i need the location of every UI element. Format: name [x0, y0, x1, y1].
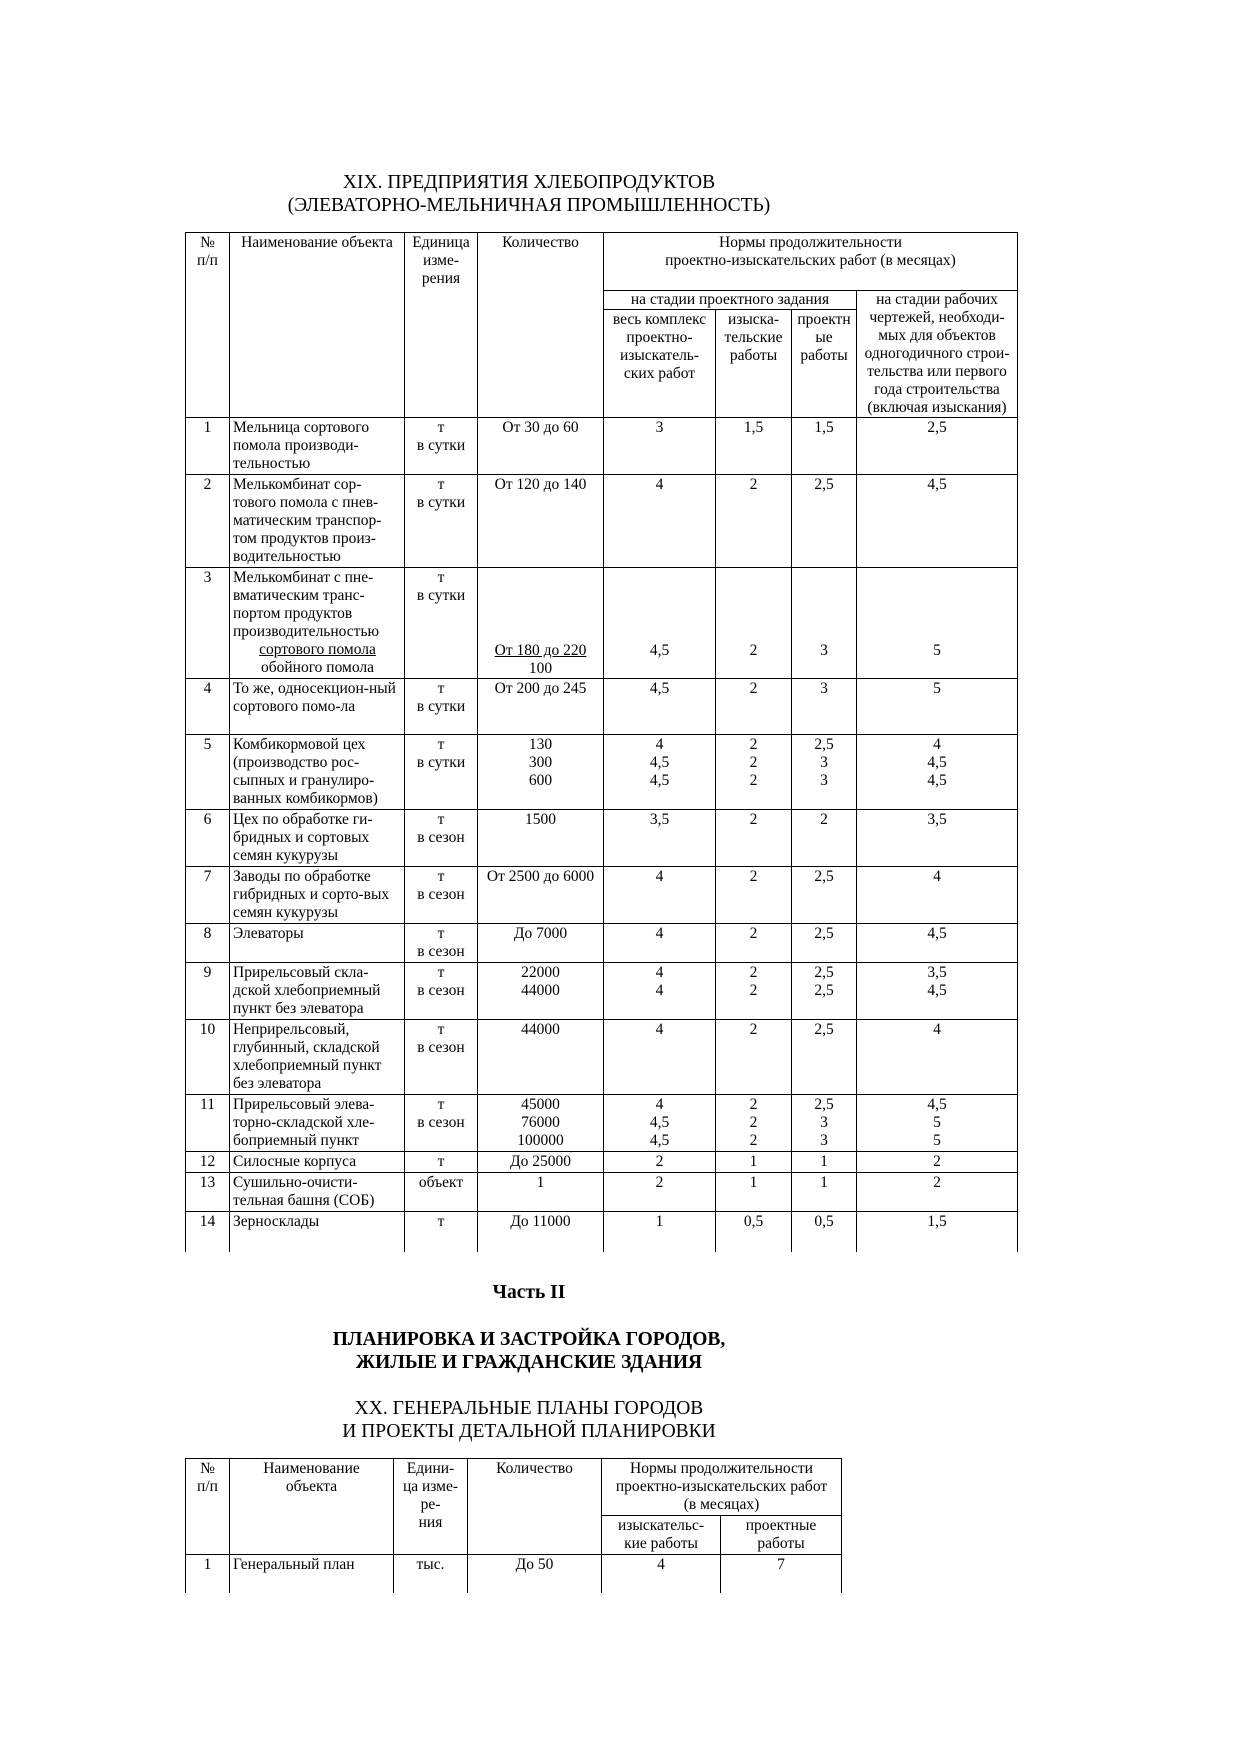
- cell-qty: До 11000: [478, 1212, 604, 1252]
- cell-num: 10: [186, 1020, 230, 1095]
- cell-name: Комбикормовой цех (производство рос-сыпных и гранулиро-ванных комбикормов): [230, 735, 405, 810]
- cell-num: 7: [186, 867, 230, 924]
- cell-num: 1: [186, 418, 230, 475]
- cell-name-text: Мелькомбинат с пне-вматическим транс-портом продуктов производительностью: [233, 569, 380, 640]
- cell-survey: 2 2: [716, 963, 792, 1020]
- cell-working: 2: [857, 1152, 1018, 1173]
- cell-name: Генеральный план: [230, 1555, 394, 1593]
- cell-num: 9: [186, 963, 230, 1020]
- cell-unit: т в сутки: [405, 418, 478, 475]
- cell-num: 14: [186, 1212, 230, 1252]
- part-2-title: ПЛАНИРОВКА И ЗАСТРОЙКА ГОРОДОВ, ЖИЛЫЕ И ГРАЖДАНСКИЕ ЗДАНИЯ: [332, 1329, 726, 1373]
- cell-qty: 45000 76000 100000: [478, 1095, 604, 1152]
- header-design: проектн ые работы: [792, 310, 857, 418]
- header-stage-project: на стадии проектного задания: [604, 291, 857, 310]
- cell-subname-1: сортового помола: [259, 641, 376, 658]
- table-grain-enterprises: [185, 232, 1018, 1252]
- cell-survey: 2: [716, 679, 792, 735]
- cell-qty: До 7000: [478, 924, 604, 963]
- cell-design: 3: [792, 679, 857, 735]
- cell-num: 3: [186, 568, 230, 679]
- cell-working: 4,5: [857, 475, 1018, 568]
- cell-name: То же, односекцион-ный сортового помо-ла: [230, 679, 405, 735]
- cell-unit: т в сутки: [405, 735, 478, 810]
- cell-design: 2,5: [792, 867, 857, 924]
- cell-design: 2: [792, 810, 857, 867]
- cell-unit: т в сезон: [405, 1095, 478, 1152]
- table-city-plans: [185, 1458, 842, 1593]
- table-row: [186, 475, 1018, 568]
- cell-survey: 2: [716, 1020, 792, 1095]
- table-row: [186, 1555, 842, 1593]
- cell-design: 1: [792, 1173, 857, 1212]
- section-19-title: XIX. ПРЕДПРИЯТИЯ ХЛЕБОПРОДУКТОВ (ЭЛЕВАТОРНО-МЕЛЬНИЧНАЯ ПРОМЫШЛЕННОСТЬ): [287, 172, 771, 216]
- cell-working: 2,5: [857, 418, 1018, 475]
- cell-name: Цех по обработке ги-бридных и сортовых семян кукурузы: [230, 810, 405, 867]
- cell-qty: До 50: [468, 1555, 602, 1593]
- header-norms: Нормы продолжительности проектно-изыскательских работ (в месяцах): [604, 233, 1018, 291]
- cell-design: 2,5 3 3: [792, 1095, 857, 1152]
- cell-qty: 1500: [478, 810, 604, 867]
- cell-survey: 2 2 2: [716, 735, 792, 810]
- cell-name: Неприрельсовый, глубинный, складской хлебоприемный пункт без элеватора: [230, 1020, 405, 1095]
- header-num: № п/п: [186, 1459, 230, 1555]
- cell-survey: 2: [716, 475, 792, 568]
- cell-design: 1,5: [792, 418, 857, 475]
- table-row: [186, 735, 1018, 810]
- cell-unit: т в сезон: [405, 963, 478, 1020]
- cell-complex: 4: [604, 924, 716, 963]
- cell-qty: До 25000: [478, 1152, 604, 1173]
- cell-design: 7: [721, 1555, 842, 1593]
- cell-complex: 4: [604, 1020, 716, 1095]
- cell-name: Мелькомбинат сор-тового помола с пнев-матическим транспор-том продуктов произ-водительностью: [230, 475, 405, 568]
- cell-unit: т: [405, 1152, 478, 1173]
- cell-survey: 2: [716, 568, 792, 679]
- cell-qty: 22000 44000: [478, 963, 604, 1020]
- cell-name: [230, 568, 405, 679]
- cell-survey: 1,5: [716, 418, 792, 475]
- section-20-title: XX. ГЕНЕРАЛЬНЫЕ ПЛАНЫ ГОРОДОВ И ПРОЕКТЫ ДЕТАЛЬНОЙ ПЛАНИРОВКИ: [342, 1398, 716, 1442]
- cell-design: 3: [792, 568, 857, 679]
- header-name: Наименование объекта: [230, 233, 405, 418]
- cell-working: 4: [857, 867, 1018, 924]
- cell-num: 5: [186, 735, 230, 810]
- cell-name: Прирельсовый скла-дской хлебоприемный пункт без элеватора: [230, 963, 405, 1020]
- header-complex: весь комплекс проектно- изыскатель- ских работ: [604, 310, 716, 418]
- header-norms: Нормы продолжительности проектно-изыскательских работ (в месяцах): [602, 1459, 842, 1516]
- table-row: [186, 568, 1018, 679]
- cell-name: Сушильно-очисти-тельная башня (СОБ): [230, 1173, 405, 1212]
- cell-subname-2: обойного помола: [260, 659, 375, 676]
- table-row: [186, 924, 1018, 963]
- cell-survey: 1: [716, 1173, 792, 1212]
- cell-num: 12: [186, 1152, 230, 1173]
- header-unit: Единица изме- рения: [405, 233, 478, 418]
- cell-working: 5: [857, 568, 1018, 679]
- table-row: [186, 679, 1018, 735]
- table-row: [186, 963, 1018, 1020]
- cell-complex: 1: [604, 1212, 716, 1252]
- cell-qty-1: От 180 до 220: [494, 642, 587, 659]
- cell-unit: т в сутки: [405, 475, 478, 568]
- cell-qty: 1: [478, 1173, 604, 1212]
- header-num: № п/п: [186, 233, 230, 418]
- cell-complex: 3: [604, 418, 716, 475]
- part-2-label: Часть II: [492, 1282, 566, 1303]
- cell-survey: 2: [716, 867, 792, 924]
- header-name: Наименование объекта: [230, 1459, 394, 1555]
- cell-working: 1,5: [857, 1212, 1018, 1252]
- header-survey: изыскательс- кие работы: [602, 1516, 721, 1555]
- cell-design: 2,5: [792, 924, 857, 963]
- table-row: [186, 1212, 1018, 1252]
- table-row: [186, 810, 1018, 867]
- cell-name: Силосные корпуса: [230, 1152, 405, 1173]
- cell-unit: тыс.: [394, 1555, 468, 1593]
- cell-working: 5: [857, 679, 1018, 735]
- cell-qty: От 120 до 140: [478, 475, 604, 568]
- cell-unit: т в сезон: [405, 810, 478, 867]
- table-row: [186, 1152, 1018, 1173]
- cell-name: Мельница сортового помола производи-тельностью: [230, 418, 405, 475]
- cell-name: Зерносклады: [230, 1212, 405, 1252]
- table-row: [186, 1020, 1018, 1095]
- cell-design: 1: [792, 1152, 857, 1173]
- cell-qty: 130 300 600: [478, 735, 604, 810]
- cell-num: 11: [186, 1095, 230, 1152]
- cell-name: Элеваторы: [230, 924, 405, 963]
- table-row: [186, 418, 1018, 475]
- cell-complex: 4 4: [604, 963, 716, 1020]
- cell-survey: 2: [716, 924, 792, 963]
- cell-complex: 3,5: [604, 810, 716, 867]
- cell-unit: т в сутки: [405, 679, 478, 735]
- cell-working: 3,5: [857, 810, 1018, 867]
- cell-survey: 2: [716, 810, 792, 867]
- cell-complex: 2: [604, 1152, 716, 1173]
- table-row: [186, 867, 1018, 924]
- cell-qty: От 200 до 245: [478, 679, 604, 735]
- cell-working: 3,5 4,5: [857, 963, 1018, 1020]
- cell-working: 4,5 5 5: [857, 1095, 1018, 1152]
- table-row: [186, 1095, 1018, 1152]
- cell-survey: 1: [716, 1152, 792, 1173]
- cell-working: 4: [857, 1020, 1018, 1095]
- cell-qty: От 30 до 60: [478, 418, 604, 475]
- cell-unit: т: [405, 1212, 478, 1252]
- cell-complex: 2: [604, 1173, 716, 1212]
- cell-num: 2: [186, 475, 230, 568]
- cell-unit: т в сезон: [405, 867, 478, 924]
- cell-qty: 44000: [478, 1020, 604, 1095]
- header-qty: Количество: [478, 233, 604, 418]
- cell-survey: 0,5: [716, 1212, 792, 1252]
- cell-num: 6: [186, 810, 230, 867]
- header-stage-working: на стадии рабочих чертежей, необходи-мых для объектов одногодичного строи-тельства или первого года строительства (включая изыскания): [857, 291, 1018, 418]
- cell-complex: 4,5: [604, 568, 716, 679]
- cell-survey: 2 2 2: [716, 1095, 792, 1152]
- cell-survey: 4: [602, 1555, 721, 1593]
- cell-working: 4,5: [857, 924, 1018, 963]
- cell-design: 0,5: [792, 1212, 857, 1252]
- cell-num: 1: [186, 1555, 230, 1593]
- cell-name: Заводы по обработке гибридных и сорто-вых семян кукурузы: [230, 867, 405, 924]
- cell-num: 13: [186, 1173, 230, 1212]
- cell-qty: От 2500 до 6000: [478, 867, 604, 924]
- cell-complex: 4: [604, 475, 716, 568]
- cell-unit: т в сутки: [405, 568, 478, 679]
- cell-unit: т в сезон: [405, 924, 478, 963]
- cell-complex: 4: [604, 867, 716, 924]
- cell-num: 8: [186, 924, 230, 963]
- cell-design: 2,5 3 3: [792, 735, 857, 810]
- cell-name: Прирельсовый элева-торно-складской хле-боприемный пункт: [230, 1095, 405, 1152]
- cell-working: 2: [857, 1173, 1018, 1212]
- header-qty: Количество: [468, 1459, 602, 1555]
- cell-complex: 4 4,5 4,5: [604, 1095, 716, 1152]
- header-survey: изыска- тельские работы: [716, 310, 792, 418]
- header-design: проектные работы: [721, 1516, 842, 1555]
- cell-complex: 4,5: [604, 679, 716, 735]
- cell-unit: объект: [405, 1173, 478, 1212]
- table-row: [186, 1173, 1018, 1212]
- cell-design: 2,5: [792, 1020, 857, 1095]
- cell-qty: [478, 568, 604, 679]
- cell-working: 4 4,5 4,5: [857, 735, 1018, 810]
- cell-complex: 4 4,5 4,5: [604, 735, 716, 810]
- cell-design: 2,5 2,5: [792, 963, 857, 1020]
- cell-design: 2,5: [792, 475, 857, 568]
- header-unit: Едини- ца изме- ре- ния: [394, 1459, 468, 1555]
- cell-qty-2: 100: [528, 660, 553, 677]
- cell-num: 4: [186, 679, 230, 735]
- cell-unit: т в сезон: [405, 1020, 478, 1095]
